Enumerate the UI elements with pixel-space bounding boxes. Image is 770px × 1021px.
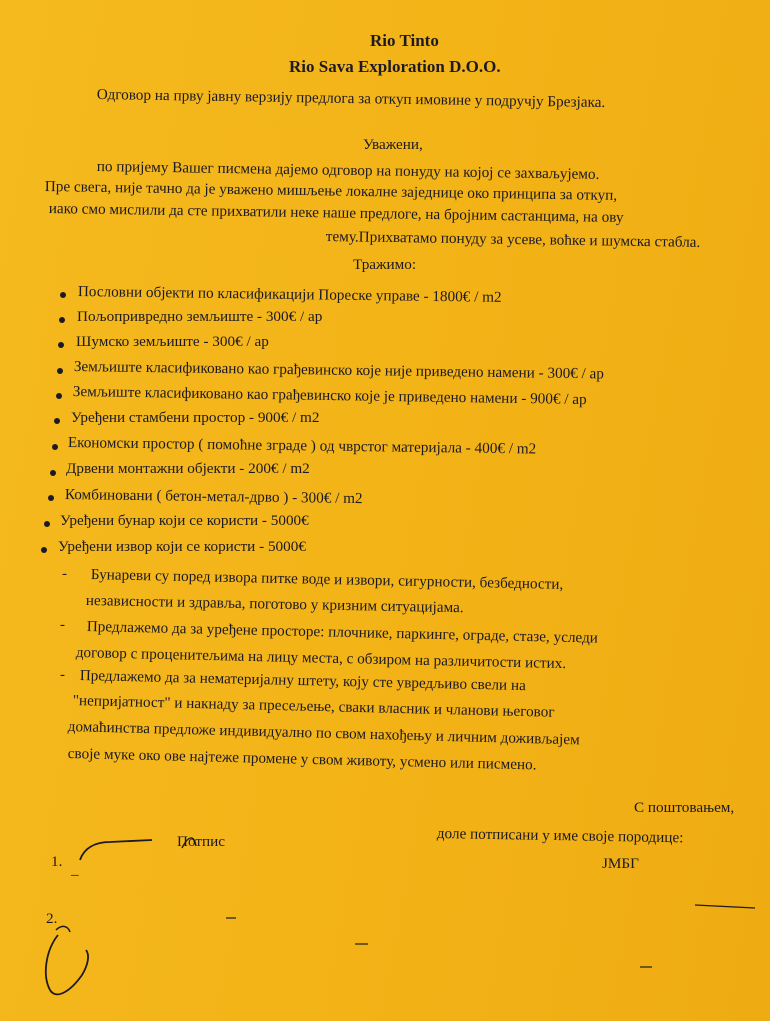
note-3-line-3: домаћинства предложе индивидуално по свом нахођењу и личним доживљајем [67,718,580,749]
dash-marker: - [60,617,65,633]
signed-by-line: доле потписани у име своје породице: [436,825,684,847]
list-item: Комбиновани ( бетон-метал-дрво ) - 300€ / m2 [64,486,363,508]
note-1-line-1: Бунареви су поред извора питке воде и извори, сигурности, безбедности, [90,566,564,593]
closing-regards: С поштовањем, [634,799,735,816]
list-item: Пословни објекти по класификацији Пореске управе - 1800€ / m2 [77,283,502,306]
row-number-2: 2. [46,910,58,927]
intro-line-1: по пријему Вашег писмена дајемо одговор на понуду на којој се захваљујемо. [96,158,600,183]
note-1-line-2: независности и здравља, поготово у кризним ситуацијама. [85,592,464,617]
signature-stroke-1 [80,840,152,860]
request-heading: Тражимо: [353,256,417,273]
blank-line-id [695,905,755,908]
note-3-line-1: Предлажемо да за нематеријалну штету, коју сте увредљиво свели на [79,667,526,695]
note-2-line-1: Предлажемо да за уређене просторе: плочнике, паркинге, ограде, стазе, уследи [86,618,599,647]
id-label: ЈМБГ [602,855,639,872]
company-name: Rio Tinto [370,31,439,50]
signature-stroke-2 [182,838,196,848]
list-item: Уређени извор који се користи - 5000€ [58,538,306,555]
dash-marker: - [62,566,67,582]
list-item: Земљиште класификовано као грађевинско које није приведено намени - 300€ / ар [73,358,605,383]
intro-line-2: Пре свега, није тачно да је уважено мишљење локалне заједнице око принципа за откуп, [44,178,618,204]
list-item: Земљиште класификовано као грађевинско које је приведено намени - 900€ / ар [72,383,587,409]
blank-line-marker: _ [71,861,79,878]
list-item: Економски простор ( помоћне зграде ) од чврстог материјала - 400€ / m2 [67,434,537,458]
note-3-line-2: "непријатност" и накнаду за пресељење, сваки власник и чланови његовог [72,692,555,721]
signature-stroke-3 [46,935,88,994]
list-item: Пољопривредно земљиште - 300€ / ар [77,308,323,325]
list-item: Уређени стамбени простор - 900€ / m2 [71,409,320,426]
salutation: Уважени, [363,136,423,153]
intro-line-4: тему.Прихватамо понуду за усеве, воћке и шумска стабла. [325,228,701,251]
intro-line-3: иако смо мислили да сте прихватили неке наше предлоге, на бројним састанцима, на ову [48,200,624,227]
note-3-line-4: своје муке око ове најтеже промене у свом животу, усмено или писмено. [67,745,537,774]
signature-stroke-4 [56,926,70,932]
dash-marker: - [60,667,65,683]
list-item: Уређени бунар који се користи - 5000€ [60,512,309,529]
list-item: Дрвени монтажни објекти - 200€ / m2 [66,460,310,477]
subject-line: Одговор на прву јавну верзију предлога за откуп имовине у подручју Брезјака. [96,86,606,111]
list-item: Шумско земљиште - 300€ / ар [76,333,269,350]
signature-label: Потпис [177,833,225,850]
subsidiary-name: Rio Sava Exploration D.O.O. [289,57,501,76]
note-2-line-2: договор с проценитељима на лицу места, с обзиром на различитости истих. [75,644,567,673]
row-number-1: 1. [51,853,63,870]
